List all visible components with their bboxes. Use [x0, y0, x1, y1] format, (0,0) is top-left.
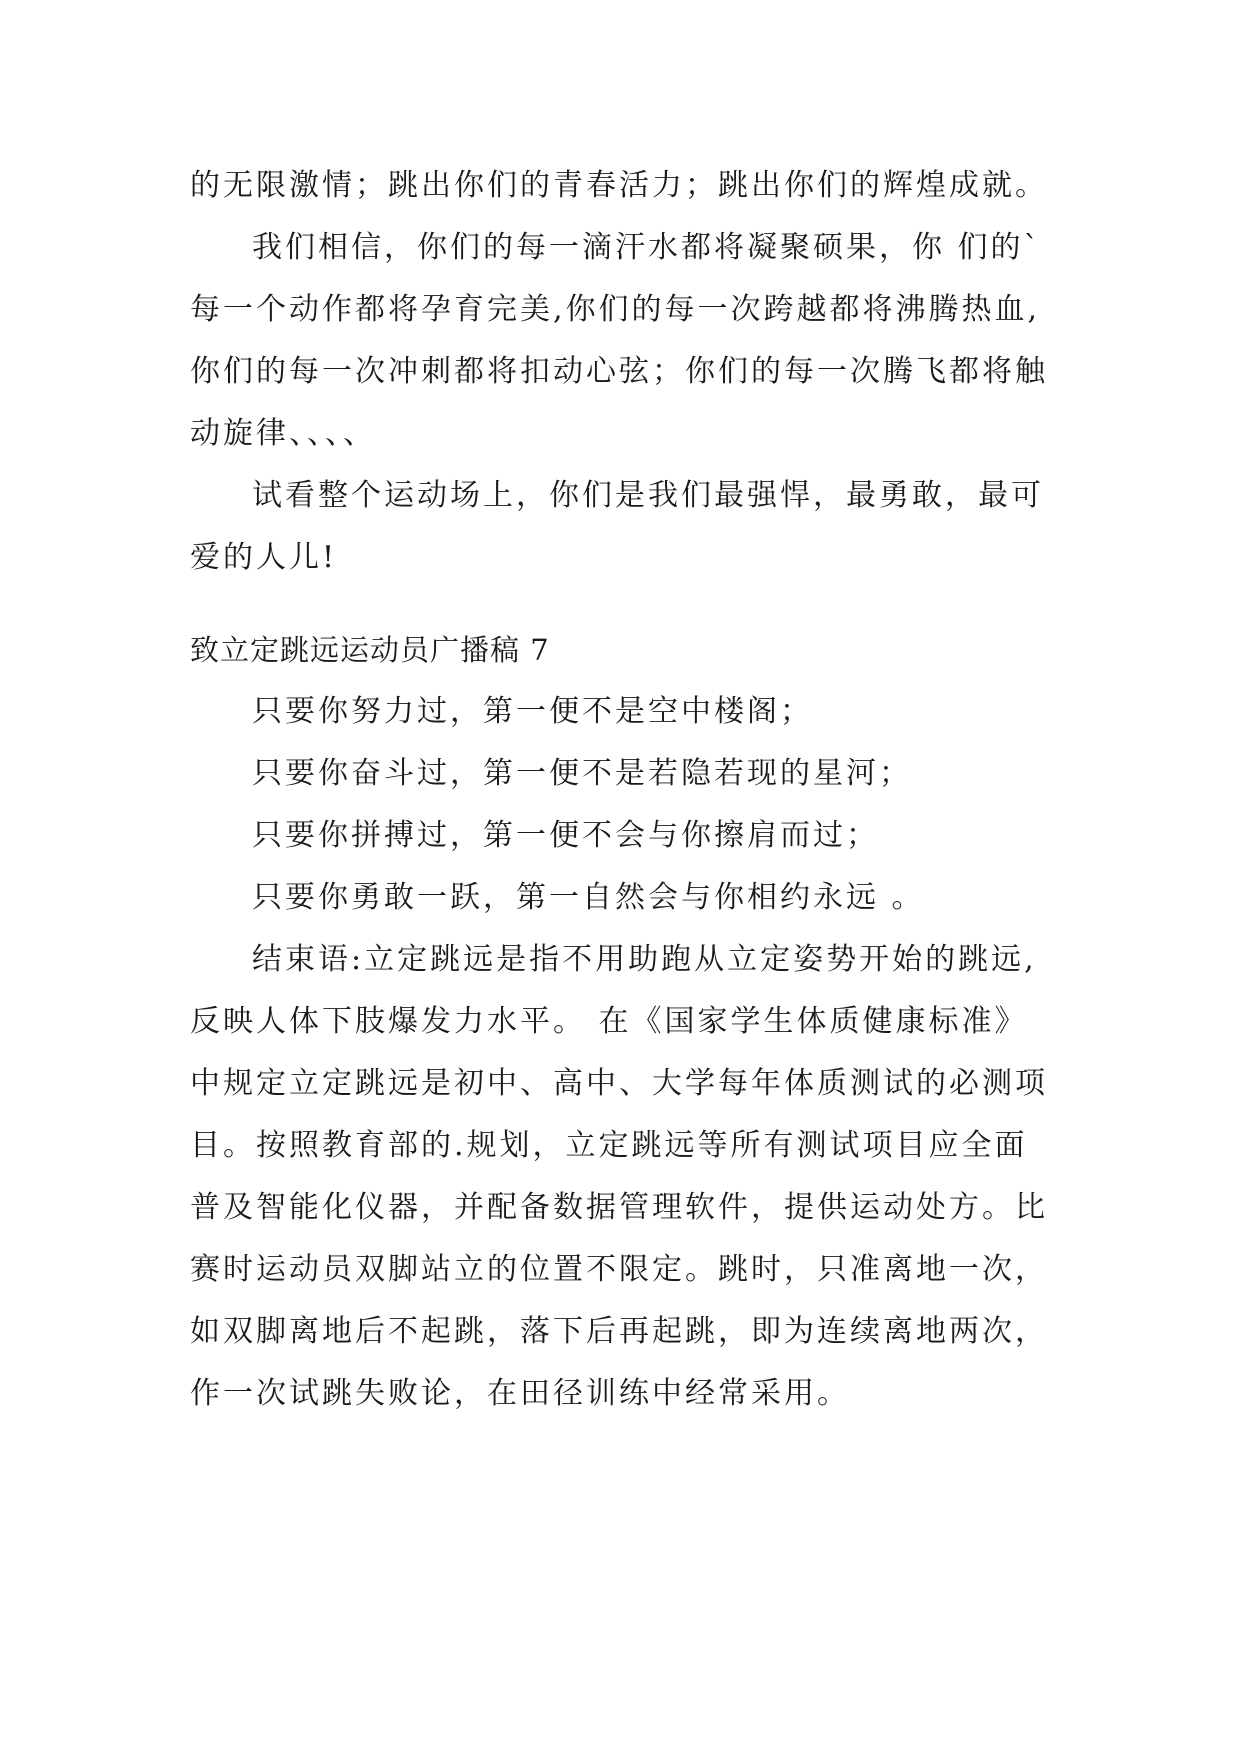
body-line: 如双脚离地后不起跳，落下后再起跳，即为连续离地两次， [190, 1314, 1048, 1349]
body-line: 爱的人儿! [190, 540, 338, 575]
body-line: 目。按照教育部的.规划，立定跳远等所有测试项目应全面 [190, 1128, 1028, 1163]
section-heading: 致立定跳远运动员广播稿 7 [190, 633, 550, 667]
body-line: 动旋律、、、、 [190, 416, 376, 451]
body-line: 普及智能化仪器，并配备数据管理软件，提供运动处方。比 [190, 1190, 1048, 1225]
body-line: 赛时运动员双脚站立的位置不限定。跳时，只准离地一次， [190, 1252, 1048, 1287]
body-line: 的无限激情；跳出你们的青春活力；跳出你们的辉煌成就。 [190, 168, 1048, 203]
verse-line: 只要你勇敢一跃，第一自然会与你相约永远 。 [252, 880, 925, 915]
paragraph-start-line: 结束语:立定跳远是指不用助跑从立定姿势开始的跳远, [252, 942, 1037, 977]
body-line: 中规定立定跳远是初中、高中、大学每年体质测试的必测项 [190, 1066, 1048, 1101]
body-line: 作一次试跳失败论，在田径训练中经常采用。 [190, 1376, 850, 1411]
verse-line: 只要你奋斗过，第一便不是若隐若现的星河； [252, 756, 912, 791]
paragraph-start-line: 试看整个运动场上，你们是我们最强悍，最勇敢，最可 [252, 478, 1044, 513]
verse-line: 只要你努力过，第一便不是空中楼阁； [252, 694, 813, 729]
paragraph-start-line: 我们相信，你们的每一滴汗水都将凝聚硕果，你 们的` [252, 230, 1042, 265]
body-line: 你们的每一次冲刺都将扣动心弦；你们的每一次腾飞都将触 [190, 354, 1048, 389]
body-line: 每一个动作都将孕育完美,你们的每一次跨越都将沸腾热血, [190, 292, 1041, 327]
body-line: 反映人体下肢爆发力水平。 在《国家学生体质健康标准》 [190, 1004, 1028, 1039]
verse-line: 只要你拼搏过，第一便不会与你擦肩而过； [252, 818, 879, 853]
